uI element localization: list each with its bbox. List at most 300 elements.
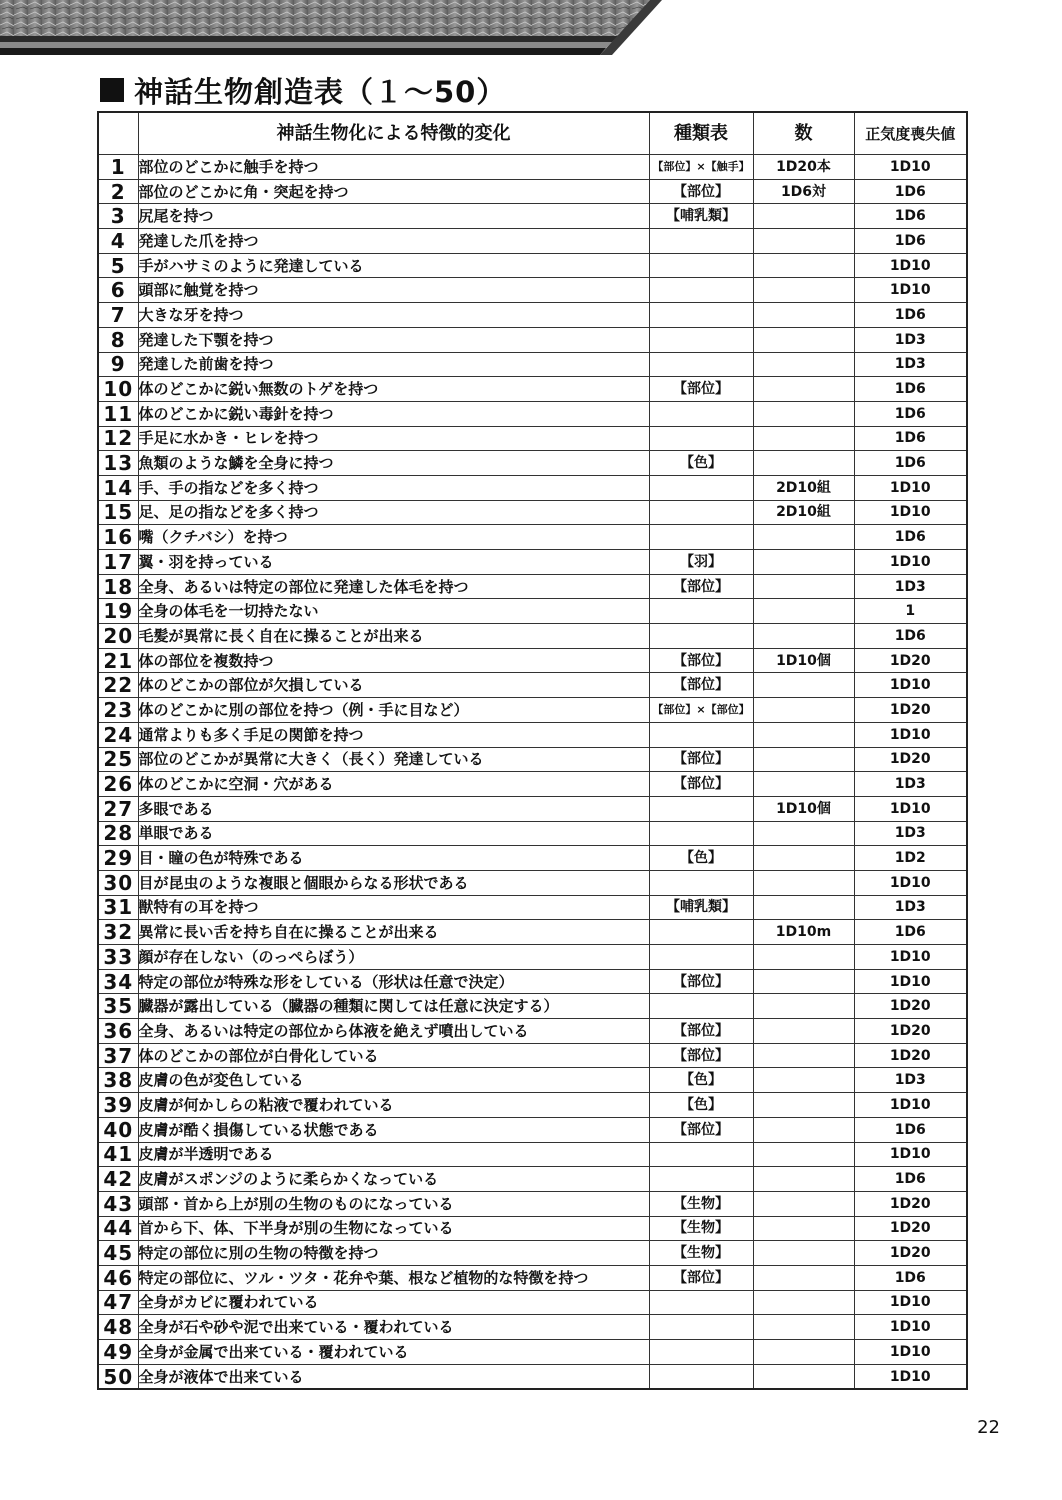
table-row <box>98 747 967 772</box>
row-number: 20 <box>98 624 138 649</box>
feature-cell: 皮膚が何かしらの粘液で覆われている <box>138 1093 649 1118</box>
page-number: 22 <box>977 1417 1000 1438</box>
sanity-loss-cell: 1D10 <box>854 253 967 278</box>
type-table-cell <box>649 229 753 254</box>
type-table-cell: 【部位】 <box>649 772 753 797</box>
table-row <box>98 846 967 871</box>
count-cell <box>753 1216 854 1241</box>
table-row <box>98 1340 967 1365</box>
feature-cell: 部位のどこかに角・突起を持つ <box>138 179 649 204</box>
feature-cell: 全身の体毛を一切持たない <box>138 599 649 624</box>
sanity-loss-cell: 1D3 <box>854 821 967 846</box>
row-number: 4 <box>98 229 138 254</box>
count-cell <box>753 673 854 698</box>
type-table-cell <box>649 994 753 1019</box>
header-feature: 神話生物化による特徴的変化 <box>138 112 649 155</box>
feature-cell: 多眼である <box>138 796 649 821</box>
row-number: 34 <box>98 969 138 994</box>
table-row <box>98 624 967 649</box>
table-row <box>98 1315 967 1340</box>
feature-cell: 特定の部位に別の生物の特徴を持つ <box>138 1241 649 1266</box>
feature-cell: 発達した爪を持つ <box>138 229 649 254</box>
row-number: 16 <box>98 525 138 550</box>
type-table-cell <box>649 1315 753 1340</box>
type-table-cell: 【部位】 <box>649 648 753 673</box>
type-table-cell: 【哺乳類】 <box>649 895 753 920</box>
table-row <box>98 599 967 624</box>
feature-cell: 発達した前歯を持つ <box>138 352 649 377</box>
count-cell <box>753 525 854 550</box>
sanity-loss-cell: 1D20 <box>854 648 967 673</box>
table-row <box>98 1142 967 1167</box>
count-cell <box>753 1093 854 1118</box>
sanity-loss-cell: 1D10 <box>854 475 967 500</box>
count-cell: 1D10個 <box>753 796 854 821</box>
count-cell <box>753 229 854 254</box>
row-number: 27 <box>98 796 138 821</box>
sanity-loss-cell: 1D10 <box>854 155 967 180</box>
type-table-cell: 【色】 <box>649 1068 753 1093</box>
sanity-loss-cell: 1D20 <box>854 994 967 1019</box>
type-table-cell <box>649 327 753 352</box>
table-row <box>98 698 967 723</box>
type-table-cell: 【色】 <box>649 846 753 871</box>
row-number: 18 <box>98 574 138 599</box>
sanity-loss-cell: 1D3 <box>854 895 967 920</box>
row-number: 41 <box>98 1142 138 1167</box>
table-row <box>98 920 967 945</box>
feature-cell: 毛髪が異常に長く自在に操ることが出来る <box>138 624 649 649</box>
feature-cell: 全身、あるいは特定の部位から体液を絶えず噴出している <box>138 1019 649 1044</box>
count-cell <box>753 1043 854 1068</box>
row-number: 17 <box>98 550 138 575</box>
sanity-loss-cell: 1D3 <box>854 772 967 797</box>
table-row <box>98 969 967 994</box>
sanity-loss-cell: 1D3 <box>854 327 967 352</box>
table-row <box>98 327 967 352</box>
count-cell <box>753 377 854 402</box>
sanity-loss-cell: 1D20 <box>854 1241 967 1266</box>
table-row <box>98 1364 967 1389</box>
row-number: 22 <box>98 673 138 698</box>
type-table-cell <box>649 945 753 970</box>
row-number: 9 <box>98 352 138 377</box>
sanity-loss-cell: 1D10 <box>854 722 967 747</box>
type-table-cell: 【部位】 <box>649 574 753 599</box>
row-number: 14 <box>98 475 138 500</box>
sanity-loss-cell: 1 <box>854 599 967 624</box>
row-number: 15 <box>98 500 138 525</box>
row-number: 35 <box>98 994 138 1019</box>
count-cell <box>753 1142 854 1167</box>
table-row <box>98 1216 967 1241</box>
table-row <box>98 352 967 377</box>
feature-cell: 頭部・首から上が別の生物のものになっている <box>138 1191 649 1216</box>
type-table-cell: 【部位】 <box>649 179 753 204</box>
count-cell <box>753 1340 854 1365</box>
count-cell <box>753 895 854 920</box>
table-row <box>98 229 967 254</box>
count-cell <box>753 1068 854 1093</box>
feature-cell: 全身、あるいは特定の部位に発達した体毛を持つ <box>138 574 649 599</box>
sanity-loss-cell: 1D10 <box>854 969 967 994</box>
header-number <box>98 112 138 155</box>
table-row <box>98 253 967 278</box>
type-table-cell: 【部位】 <box>649 747 753 772</box>
row-number: 23 <box>98 698 138 723</box>
table-row <box>98 772 967 797</box>
feature-cell: 全身が金属で出来ている・覆われている <box>138 1340 649 1365</box>
feature-cell: 手足に水かき・ヒレを持つ <box>138 426 649 451</box>
count-cell <box>753 278 854 303</box>
title-text: 神話生物創造表（１～50） <box>134 74 507 109</box>
feature-cell: 体のどこかの部位が白骨化している <box>138 1043 649 1068</box>
feature-cell: 通常よりも多く手足の関節を持つ <box>138 722 649 747</box>
feature-cell: 嘴（クチバシ）を持つ <box>138 525 649 550</box>
row-number: 2 <box>98 179 138 204</box>
row-number: 40 <box>98 1117 138 1142</box>
sanity-loss-cell: 1D20 <box>854 747 967 772</box>
row-number: 42 <box>98 1167 138 1192</box>
count-cell <box>753 722 854 747</box>
table-row <box>98 500 967 525</box>
row-number: 11 <box>98 401 138 426</box>
feature-cell: 体のどこかに鋭い無数のトゲを持つ <box>138 377 649 402</box>
table-row <box>98 1167 967 1192</box>
sanity-loss-cell: 1D6 <box>854 303 967 328</box>
table-row <box>98 796 967 821</box>
feature-cell: 部位のどこかが異常に大きく（長く）発達している <box>138 747 649 772</box>
count-cell <box>753 1290 854 1315</box>
feature-cell: 体のどこかの部位が欠損している <box>138 673 649 698</box>
count-cell <box>753 969 854 994</box>
count-cell <box>753 574 854 599</box>
header-sanity-loss: 正気度喪失値 <box>854 112 967 155</box>
feature-cell: 特定の部位に、ツル・ツタ・花弁や葉、根など植物的な特徴を持つ <box>138 1265 649 1290</box>
type-table-cell <box>649 821 753 846</box>
type-table-cell <box>649 253 753 278</box>
table-row <box>98 1117 967 1142</box>
sanity-loss-cell: 1D3 <box>854 574 967 599</box>
title-square-icon <box>100 78 124 102</box>
feature-cell: 獣特有の耳を持つ <box>138 895 649 920</box>
sanity-loss-cell: 1D6 <box>854 1265 967 1290</box>
type-table-cell <box>649 624 753 649</box>
sanity-loss-cell: 1D10 <box>854 945 967 970</box>
type-table-cell: 【色】 <box>649 1093 753 1118</box>
sanity-loss-cell: 1D6 <box>854 1117 967 1142</box>
feature-cell: 翼・羽を持っている <box>138 550 649 575</box>
type-table-cell <box>649 722 753 747</box>
sanity-loss-cell: 1D10 <box>854 1340 967 1365</box>
count-cell: 2D10組 <box>753 475 854 500</box>
count-cell: 2D10組 <box>753 500 854 525</box>
row-number: 30 <box>98 870 138 895</box>
feature-cell: 魚類のような鱗を全身に持つ <box>138 451 649 476</box>
feature-cell: 目・瞳の色が特殊である <box>138 846 649 871</box>
count-cell <box>753 1117 854 1142</box>
section-title <box>100 70 506 110</box>
header-type-table: 種類表 <box>649 112 753 155</box>
row-number: 33 <box>98 945 138 970</box>
sanity-loss-cell: 1D10 <box>854 673 967 698</box>
type-table-cell <box>649 870 753 895</box>
type-table-cell <box>649 278 753 303</box>
table-row <box>98 1265 967 1290</box>
count-cell <box>753 1191 854 1216</box>
type-table-cell <box>649 599 753 624</box>
row-number: 25 <box>98 747 138 772</box>
table-row <box>98 895 967 920</box>
row-number: 13 <box>98 451 138 476</box>
type-table-cell: 【部位】×【触手】 <box>649 155 753 180</box>
count-cell <box>753 550 854 575</box>
count-cell: 1D10m <box>753 920 854 945</box>
row-number: 12 <box>98 426 138 451</box>
type-table-cell: 【羽】 <box>649 550 753 575</box>
type-table-cell <box>649 525 753 550</box>
feature-cell: 手、手の指などを多く持つ <box>138 475 649 500</box>
table-row <box>98 722 967 747</box>
header-count: 数 <box>753 112 854 155</box>
table-row <box>98 1068 967 1093</box>
count-cell <box>753 821 854 846</box>
count-cell <box>753 204 854 229</box>
sanity-loss-cell: 1D20 <box>854 1216 967 1241</box>
count-cell <box>753 253 854 278</box>
feature-cell: 皮膚がスポンジのように柔らかくなっている <box>138 1167 649 1192</box>
sanity-loss-cell: 1D10 <box>854 1364 967 1389</box>
creature-creation-table <box>97 111 968 1390</box>
count-cell <box>753 1241 854 1266</box>
row-number: 47 <box>98 1290 138 1315</box>
count-cell <box>753 945 854 970</box>
feature-cell: 大きな牙を持つ <box>138 303 649 328</box>
type-table-cell: 【生物】 <box>649 1216 753 1241</box>
count-cell <box>753 327 854 352</box>
table-row <box>98 401 967 426</box>
type-table-cell <box>649 920 753 945</box>
header-texture-graphic <box>0 0 1062 58</box>
table-row <box>98 426 967 451</box>
type-table-cell: 【哺乳類】 <box>649 204 753 229</box>
feature-cell: 全身が石や砂や泥で出来ている・覆われている <box>138 1315 649 1340</box>
type-table-cell <box>649 352 753 377</box>
sanity-loss-cell: 1D6 <box>854 426 967 451</box>
sanity-loss-cell: 1D6 <box>854 401 967 426</box>
row-number: 1 <box>98 155 138 180</box>
sanity-loss-cell: 1D10 <box>854 1290 967 1315</box>
row-number: 39 <box>98 1093 138 1118</box>
count-cell <box>753 1167 854 1192</box>
feature-cell: 尻尾を持つ <box>138 204 649 229</box>
table-row <box>98 1093 967 1118</box>
count-cell <box>753 426 854 451</box>
sanity-loss-cell: 1D10 <box>854 1142 967 1167</box>
count-cell <box>753 624 854 649</box>
type-table-cell <box>649 401 753 426</box>
feature-cell: 皮膚が半透明である <box>138 1142 649 1167</box>
count-cell <box>753 303 854 328</box>
table-row <box>98 574 967 599</box>
count-cell <box>753 451 854 476</box>
type-table-cell <box>649 426 753 451</box>
sanity-loss-cell: 1D6 <box>854 920 967 945</box>
sanity-loss-cell: 1D6 <box>854 1167 967 1192</box>
sanity-loss-cell: 1D20 <box>854 1191 967 1216</box>
row-number: 19 <box>98 599 138 624</box>
sanity-loss-cell: 1D10 <box>854 500 967 525</box>
sanity-loss-cell: 1D20 <box>854 698 967 723</box>
table-row <box>98 451 967 476</box>
count-cell <box>753 1364 854 1389</box>
row-number: 32 <box>98 920 138 945</box>
sanity-loss-cell: 1D10 <box>854 1093 967 1118</box>
row-number: 31 <box>98 895 138 920</box>
type-table-cell <box>649 475 753 500</box>
count-cell <box>753 352 854 377</box>
row-number: 3 <box>98 204 138 229</box>
table-row <box>98 870 967 895</box>
sanity-loss-cell: 1D10 <box>854 550 967 575</box>
count-cell <box>753 1315 854 1340</box>
row-number: 28 <box>98 821 138 846</box>
type-table-cell: 【色】 <box>649 451 753 476</box>
type-table-cell: 【部位】 <box>649 377 753 402</box>
row-number: 38 <box>98 1068 138 1093</box>
row-number: 29 <box>98 846 138 871</box>
table-row <box>98 278 967 303</box>
feature-cell: 皮膚が酷く損傷している状態である <box>138 1117 649 1142</box>
row-number: 48 <box>98 1315 138 1340</box>
sanity-loss-cell: 1D10 <box>854 1315 967 1340</box>
sanity-loss-cell: 1D6 <box>854 179 967 204</box>
sanity-loss-cell: 1D6 <box>854 624 967 649</box>
sanity-loss-cell: 1D20 <box>854 1043 967 1068</box>
type-table-cell: 【部位】 <box>649 1265 753 1290</box>
count-cell <box>753 747 854 772</box>
row-number: 50 <box>98 1364 138 1389</box>
count-cell <box>753 846 854 871</box>
sanity-loss-cell: 1D6 <box>854 204 967 229</box>
row-number: 24 <box>98 722 138 747</box>
sanity-loss-cell: 1D6 <box>854 451 967 476</box>
feature-cell: 特定の部位が特殊な形をしている（形状は任意で決定） <box>138 969 649 994</box>
row-number: 6 <box>98 278 138 303</box>
sanity-loss-cell: 1D20 <box>854 1019 967 1044</box>
table-row <box>98 673 967 698</box>
table-row <box>98 1241 967 1266</box>
count-cell <box>753 870 854 895</box>
feature-cell: 全身が液体で出来ている <box>138 1364 649 1389</box>
row-number: 37 <box>98 1043 138 1068</box>
feature-cell: 首から下、体、下半身が別の生物になっている <box>138 1216 649 1241</box>
feature-cell: 体のどこかに空洞・穴がある <box>138 772 649 797</box>
row-number: 43 <box>98 1191 138 1216</box>
feature-cell: 体のどこかに鋭い毒針を持つ <box>138 401 649 426</box>
type-table-cell: 【生物】 <box>649 1191 753 1216</box>
type-table-cell <box>649 303 753 328</box>
feature-cell: 部位のどこかに触手を持つ <box>138 155 649 180</box>
table-row <box>98 475 967 500</box>
count-cell <box>753 698 854 723</box>
feature-cell: 全身がカビに覆われている <box>138 1290 649 1315</box>
type-table-cell: 【部位】 <box>649 1043 753 1068</box>
table-row <box>98 945 967 970</box>
table-header-row <box>98 112 967 155</box>
sanity-loss-cell: 1D6 <box>854 229 967 254</box>
sanity-loss-cell: 1D2 <box>854 846 967 871</box>
type-table-cell <box>649 500 753 525</box>
sanity-loss-cell: 1D10 <box>854 796 967 821</box>
table-row <box>98 303 967 328</box>
count-cell <box>753 401 854 426</box>
feature-cell: 皮膚の色が変色している <box>138 1068 649 1093</box>
feature-cell: 足、足の指などを多く持つ <box>138 500 649 525</box>
table-row <box>98 155 967 180</box>
table-row <box>98 994 967 1019</box>
sanity-loss-cell: 1D10 <box>854 278 967 303</box>
count-cell: 1D20本 <box>753 155 854 180</box>
feature-cell: 目が昆虫のような複眼と個眼からなる形状である <box>138 870 649 895</box>
feature-cell: 臓器が露出している（臓器の種類に関しては任意に決定する） <box>138 994 649 1019</box>
type-table-cell: 【部位】 <box>649 1117 753 1142</box>
table-row <box>98 1290 967 1315</box>
type-table-cell: 【部位】 <box>649 1019 753 1044</box>
row-number: 26 <box>98 772 138 797</box>
decorative-header-band <box>0 0 1062 58</box>
feature-cell: 単眼である <box>138 821 649 846</box>
count-cell: 1D6対 <box>753 179 854 204</box>
table-row <box>98 648 967 673</box>
row-number: 5 <box>98 253 138 278</box>
count-cell <box>753 772 854 797</box>
row-number: 21 <box>98 648 138 673</box>
sanity-loss-cell: 1D3 <box>854 1068 967 1093</box>
type-table-cell <box>649 1290 753 1315</box>
table-row <box>98 1043 967 1068</box>
feature-cell: 体のどこかに別の部位を持つ（例・手に目など） <box>138 698 649 723</box>
feature-cell: 顔が存在しない（のっぺらぼう） <box>138 945 649 970</box>
row-number: 44 <box>98 1216 138 1241</box>
count-cell <box>753 599 854 624</box>
type-table-cell <box>649 1340 753 1365</box>
type-table-cell: 【部位】 <box>649 969 753 994</box>
sanity-loss-cell: 1D6 <box>854 525 967 550</box>
row-number: 10 <box>98 377 138 402</box>
table-row <box>98 821 967 846</box>
row-number: 49 <box>98 1340 138 1365</box>
table-row <box>98 1019 967 1044</box>
feature-cell: 発達した下顎を持つ <box>138 327 649 352</box>
table-row <box>98 550 967 575</box>
type-table-cell <box>649 1167 753 1192</box>
feature-cell: 異常に長い舌を持ち自在に操ることが出来る <box>138 920 649 945</box>
sanity-loss-cell: 1D10 <box>854 870 967 895</box>
sanity-loss-cell: 1D6 <box>854 377 967 402</box>
count-cell <box>753 1019 854 1044</box>
table-row <box>98 525 967 550</box>
type-table-cell: 【部位】 <box>649 673 753 698</box>
row-number: 7 <box>98 303 138 328</box>
sanity-loss-cell: 1D3 <box>854 352 967 377</box>
type-table-cell <box>649 1142 753 1167</box>
type-table-cell <box>649 796 753 821</box>
count-cell <box>753 1265 854 1290</box>
table-row <box>98 1191 967 1216</box>
feature-cell: 手がハサミのように発達している <box>138 253 649 278</box>
row-number: 46 <box>98 1265 138 1290</box>
